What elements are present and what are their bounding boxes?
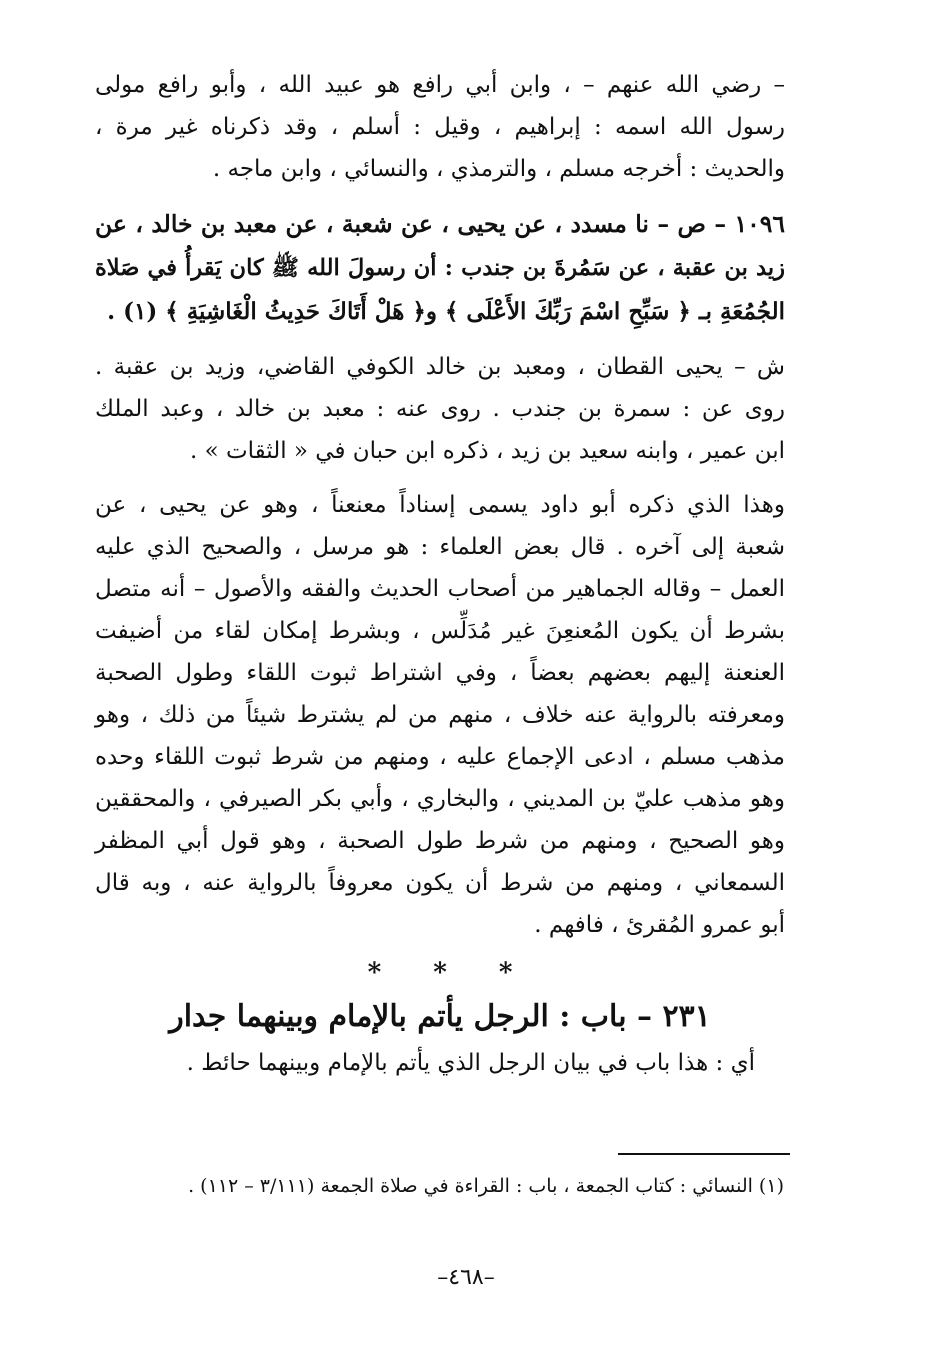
text-line: وهو الصحيح ، ومنهم من شرط طول الصحبة ، وهو قول أبي المظفر <box>95 828 785 854</box>
paragraph-narrators <box>95 346 785 472</box>
text-line: العمل – وقاله الجماهير من أصحاب الحديث والفقه والأصول – أنه متصل <box>95 576 785 602</box>
text-line: شعبة إلى آخره . قال بعض العلماء : هو مرسل ، والصحيح الذي عليه <box>95 534 785 560</box>
star-icon: * <box>367 958 382 988</box>
text-line: روى عن : سمرة بن جندب . روى عنه : معبد بن خالد ، وعبد الملك <box>95 396 785 422</box>
hadith-line: الجُمُعَةِ بـ ﴿ سَبِّحِ اسْمَ رَبِّكَ الأَعْلَى ﴾ و﴿ هَلْ أَتَاكَ حَدِيثُ الْغَاشِيَةِ ﴾ (١) . <box>107 298 785 325</box>
star-icon: * <box>498 958 513 988</box>
text-line: ش – يحيى القطان ، ومعبد بن خالد الكوفي القاضي، وزيد بن عقبة . <box>95 354 785 380</box>
hadith-line: زيد بن عقبة ، عن سَمُرةَ بن جندب : أن رسولَ الله ﷺ كان يَقرأُ في صَلاة <box>95 255 785 281</box>
section-separator <box>95 958 785 988</box>
paragraph-commentary <box>95 484 785 946</box>
footnote-divider <box>618 1153 790 1155</box>
text-line: وهو مذهب عليّ بن المديني ، والبخاري ، وأبي بكر الصيرفي ، والمحققين <box>95 786 785 812</box>
hadith-text <box>95 202 785 334</box>
text-line: رسول الله اسمه : إبراهيم ، وقيل : أسلم ، وقد ذكرناه غير مرة ، <box>95 114 785 140</box>
hadith-line: ١٠٩٦ – ص – نا مسدد ، عن يحيى ، عن شعبة ، عن معبد بن خالد ، عن <box>95 210 785 238</box>
text-line: ابن عمير ، وابنه سعيد بن زيد ، ذكره ابن حبان في « الثقات » . <box>189 438 785 464</box>
text-line: بشرط أن يكون المُعنعِنَ غير مُدَلِّس ، وبشرط إمكان لقاء من أضيفت <box>95 618 785 644</box>
text-line: العنعنة إليهم بعضهم بعضاً ، وفي اشتراط ثبوت اللقاء وطول الصحبة <box>95 660 785 686</box>
text-line: – رضي الله عنهم – ، وابن أبي رافع هو عبيد الله ، وأبو رافع مولى <box>95 72 785 98</box>
chapter-title: ٢٣١ – باب : الرجل يأتم بالإمام وبينهما جدار <box>169 999 711 1034</box>
text-line: ومعرفته بالرواية عنه خلاف ، منهم من لم يشترط شيئاً من ذلك ، وهو <box>95 702 785 728</box>
star-icon: * <box>433 958 447 988</box>
paragraph-intro <box>95 64 785 190</box>
footnote: (١) النسائي : كتاب الجمعة ، باب : القراءة في صلاة الجمعة (٣/١١١ – ١١٢) . <box>188 1175 784 1197</box>
page-number: –٤٦٨– <box>437 1265 495 1290</box>
text-line: وهذا الذي ذكره أبو داود يسمى إسناداً معنعناً ، وهو عن يحيى ، عن <box>95 492 785 518</box>
page-body <box>95 64 785 1084</box>
text-line: السمعاني ، ومنهم من شرط أن يكون معروفاً بالرواية عنه ، وبه قال <box>95 870 785 896</box>
chapter-description: أي : هذا باب في بيان الرجل الذي يأتم بالإمام وبينهما حائط . <box>186 1050 755 1076</box>
text-line: مذهب مسلم ، ادعى الإجماع عليه ، ومنهم من شرط ثبوت اللقاء وحده <box>95 744 785 770</box>
text-line: أبو عمرو المُقرئ ، فافهم . <box>534 912 785 938</box>
text-line: والحديث : أخرجه مسلم ، والترمذي ، والنسائي ، وابن ماجه . <box>212 156 785 182</box>
